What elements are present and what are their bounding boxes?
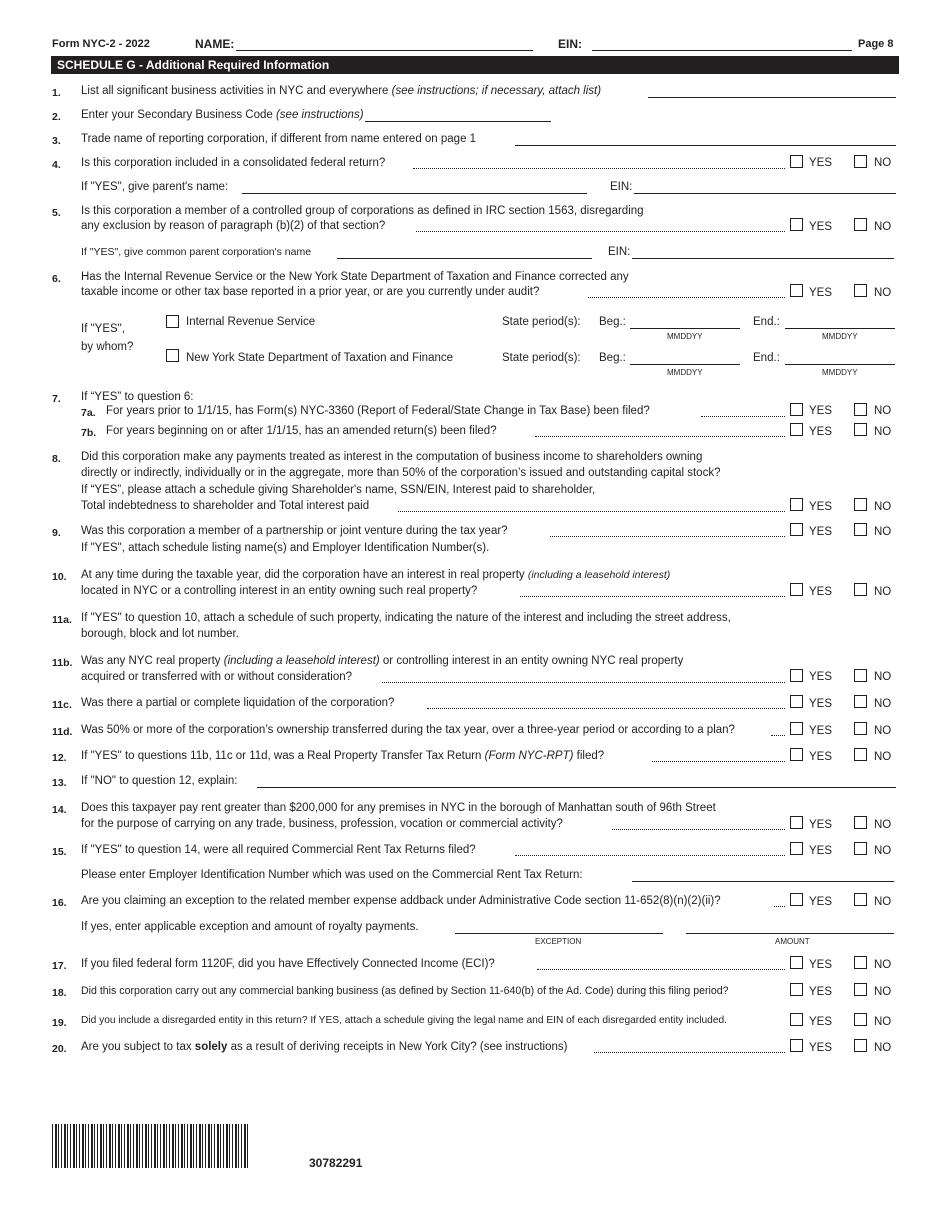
- q12-text: If "YES" to questions 11b, 11c or 11d, was a Real Property Transfer Tax Return (Form NYC-RPT) filed?: [81, 750, 605, 762]
- q7b-no-checkbox[interactable]: [854, 423, 867, 436]
- q5-parent-label: If "YES", give common parent corporation's name: [81, 246, 312, 258]
- q8-line3: If “YES”, please attach a schedule giving Shareholder's name, SSN/EIN, Interest paid to shareholder,: [81, 484, 596, 496]
- q6-irs-beg-field[interactable]: [630, 328, 740, 329]
- q17-no-checkbox[interactable]: [854, 956, 867, 969]
- q6-number: 6.: [52, 273, 61, 285]
- q3-number: 3.: [52, 135, 61, 147]
- q8-line2: directly or indirectly, individually or in the aggregate, more than 50% of the corporation’s issued and outstanding capital stock?: [81, 467, 721, 479]
- q14-line1: Does this taxpayer pay rent greater than $200,000 for any premises in NYC in the borough of Manhattan south of 96th Street: [81, 802, 716, 814]
- q11b-yes-label: YES: [809, 671, 833, 683]
- q13-text: If "NO" to question 12, explain:: [81, 775, 238, 787]
- q15-ein-label: Please enter Employer Identification Number which was used on the Commercial Rent Tax Return:: [81, 869, 583, 881]
- q17-yes-label: YES: [809, 959, 833, 971]
- q6-irs-checkbox[interactable]: [166, 315, 179, 328]
- q10-no-label: NO: [874, 586, 892, 598]
- q11c-no-checkbox[interactable]: [854, 695, 867, 708]
- q4-no-label: NO: [874, 157, 892, 169]
- q17-number: 17.: [52, 960, 67, 972]
- q6-by-whom-line1: If "YES",: [81, 323, 125, 335]
- q12-no-checkbox[interactable]: [854, 748, 867, 761]
- q16-royalty-label: If yes, enter applicable exception and amount of royalty payments.: [81, 921, 419, 933]
- q10-line1: At any time during the taxable year, did the corporation have an interest in real property (including a leasehold interest): [81, 569, 671, 581]
- q12-number: 12.: [52, 752, 67, 764]
- q11c-number: 11c.: [52, 699, 72, 711]
- name-field[interactable]: [236, 50, 533, 51]
- q19-no-checkbox[interactable]: [854, 1013, 867, 1026]
- q11a-number: 11a.: [52, 614, 72, 626]
- q16-exception-caption: EXCEPTION: [535, 937, 582, 946]
- q12-no-label: NO: [874, 751, 892, 763]
- q6-nys-checkbox[interactable]: [166, 349, 179, 362]
- q14-yes-checkbox[interactable]: [790, 816, 803, 829]
- q9-no-label: NO: [874, 526, 892, 538]
- q5-parent-field[interactable]: [337, 258, 592, 259]
- q8-yes-checkbox[interactable]: [790, 498, 803, 511]
- name-label: NAME:: [195, 37, 235, 51]
- q12-yes-checkbox[interactable]: [790, 748, 803, 761]
- q8-line4: Total indebtedness to shareholder and Total interest paid: [81, 500, 370, 512]
- q10-yes-label: YES: [809, 586, 833, 598]
- q6-nys-end-label: End.:: [753, 352, 780, 364]
- q6-irs-label: Internal Revenue Service: [186, 316, 316, 328]
- q10-line2: located in NYC or a controlling interest in an entity owning such real property?: [81, 585, 478, 597]
- q15-yes-label: YES: [809, 845, 833, 857]
- q14-number: 14.: [52, 804, 67, 816]
- q11b-number: 11b.: [52, 657, 73, 669]
- q7-text: If “YES” to question 6:: [81, 391, 194, 403]
- q18-yes-label: YES: [809, 986, 833, 998]
- q19-yes-label: YES: [809, 1016, 833, 1028]
- q8-number: 8.: [52, 453, 61, 465]
- q7-number: 7.: [52, 393, 61, 405]
- q15-no-label: NO: [874, 845, 892, 857]
- q11b-yes-checkbox[interactable]: [790, 669, 803, 682]
- q7b-yes-label: YES: [809, 426, 833, 438]
- q14-line2: for the purpose of carrying on any trade, business, profession, vocation or commercial activity?: [81, 818, 563, 830]
- schedule-title: SCHEDULE G - Additional Required Information: [51, 56, 899, 74]
- q6-yes-label: YES: [809, 287, 833, 299]
- q7a-no-label: NO: [874, 405, 892, 417]
- q1-number: 1.: [52, 87, 61, 99]
- q11b-line1: Was any NYC real property (including a leasehold interest) or controlling interest in an entity owning NYC real property: [81, 655, 684, 667]
- q20-text: Are you subject to tax solely as a result of deriving receipts in New York City? (see instructions): [81, 1041, 568, 1053]
- q11d-number: 11d.: [52, 726, 73, 738]
- q14-yes-label: YES: [809, 819, 833, 831]
- q11c-text: Was there a partial or complete liquidation of the corporation?: [81, 697, 395, 709]
- q11c-yes-checkbox[interactable]: [790, 695, 803, 708]
- ein-field[interactable]: [592, 50, 852, 51]
- q7a-text: For years prior to 1/1/15, has Form(s) NYC-3360 (Report of Federal/State Change in Tax Base) been filed?: [106, 405, 650, 417]
- q11d-no-checkbox[interactable]: [854, 722, 867, 735]
- q18-text: Did this corporation carry out any commercial banking business (as defined by Section 11-640(b) of the Ad. Code) during this filing period?: [81, 985, 729, 997]
- q16-no-checkbox[interactable]: [854, 893, 867, 906]
- q18-number: 18.: [52, 987, 67, 999]
- q4-yes-checkbox[interactable]: [790, 155, 803, 168]
- q4-ein-field[interactable]: [634, 193, 896, 194]
- q6-by-whom-line2: by whom?: [81, 341, 134, 353]
- q6-no-label: NO: [874, 287, 892, 299]
- q11d-text: Was 50% or more of the corporation’s ownership transferred during the tax year, over a three-year period or according to a plan?: [81, 724, 735, 736]
- q8-yes-label: YES: [809, 501, 833, 513]
- q11b-no-label: NO: [874, 671, 892, 683]
- q4-no-checkbox[interactable]: [854, 155, 867, 168]
- q11c-yes-label: YES: [809, 698, 833, 710]
- q6-irs-end-format: MMDDYY: [822, 332, 858, 341]
- ein-label: EIN:: [558, 37, 582, 51]
- q16-yes-label: YES: [809, 896, 833, 908]
- q14-no-checkbox[interactable]: [854, 816, 867, 829]
- q15-text: If "YES" to question 14, were all required Commercial Rent Tax Returns filed?: [81, 844, 476, 856]
- q6-nys-beg-format: MMDDYY: [667, 368, 703, 377]
- q9-no-checkbox[interactable]: [854, 523, 867, 536]
- q3-answer-field[interactable]: [515, 145, 896, 146]
- q12-yes-label: YES: [809, 751, 833, 763]
- q6-no-checkbox[interactable]: [854, 284, 867, 297]
- q11b-no-checkbox[interactable]: [854, 669, 867, 682]
- q8-no-checkbox[interactable]: [854, 498, 867, 511]
- q6-nys-beg-field[interactable]: [630, 364, 740, 365]
- q16-text: Are you claiming an exception to the related member expense addback under Administrative Code section 11-652(8)(n)(2)(ii)?: [81, 895, 721, 907]
- q10-yes-checkbox[interactable]: [790, 583, 803, 596]
- q13-explain-field[interactable]: [257, 787, 896, 788]
- q7b-no-label: NO: [874, 426, 892, 438]
- q15-number: 15.: [52, 846, 67, 858]
- q10-number: 10.: [52, 571, 67, 583]
- q16-exception-field[interactable]: [455, 933, 663, 934]
- q6-irs-end-label: End.:: [753, 316, 780, 328]
- q4-ein-label: EIN:: [610, 181, 633, 193]
- q6-line1: Has the Internal Revenue Service or the New York State Department of Taxation and Finance corrected any: [81, 271, 629, 283]
- q9-yes-checkbox[interactable]: [790, 523, 803, 536]
- q15-yes-checkbox[interactable]: [790, 842, 803, 855]
- q16-yes-checkbox[interactable]: [790, 893, 803, 906]
- q15-ein-field[interactable]: [632, 881, 894, 882]
- q6-nys-end-field[interactable]: [785, 364, 895, 365]
- q1-answer-field[interactable]: [648, 97, 896, 98]
- q11d-yes-label: YES: [809, 725, 833, 737]
- q6-irs-state-period: State period(s):: [502, 316, 581, 328]
- q1-text: List all significant business activities in NYC and everywhere (see instructions; if necessary, attach list): [81, 85, 602, 97]
- form-code: 30782291: [309, 1156, 363, 1170]
- q7b-yes-checkbox[interactable]: [790, 423, 803, 436]
- q11a-line2: borough, block and lot number.: [81, 628, 239, 640]
- barcode: [52, 1124, 248, 1168]
- q6-irs-end-field[interactable]: [785, 328, 895, 329]
- q6-nys-state-period: State period(s):: [502, 352, 581, 364]
- q6-nys-end-format: MMDDYY: [822, 368, 858, 377]
- q9-number: 9.: [52, 527, 61, 539]
- q6-yes-checkbox[interactable]: [790, 284, 803, 297]
- q11c-no-label: NO: [874, 698, 892, 710]
- q10-no-checkbox[interactable]: [854, 583, 867, 596]
- q3-text: Trade name of reporting corporation, if different from name entered on page 1: [81, 133, 477, 145]
- q8-no-label: NO: [874, 501, 892, 513]
- q20-no-label: NO: [874, 1042, 892, 1054]
- q7a-yes-checkbox[interactable]: [790, 403, 803, 416]
- q16-amount-caption: AMOUNT: [775, 937, 810, 946]
- q2-answer-field[interactable]: [365, 121, 551, 122]
- q19-text: Did you include a disregarded entity in this return? If YES, attach a schedule giving the legal name and EIN of each disregarded entity included.: [81, 1015, 727, 1026]
- q19-yes-checkbox[interactable]: [790, 1013, 803, 1026]
- q5-yes-checkbox[interactable]: [790, 218, 803, 231]
- q7b-number: 7b.: [81, 427, 97, 439]
- q6-irs-beg-label: Beg.:: [599, 316, 626, 328]
- q4-parent-label: If "YES", give parent's name:: [81, 181, 229, 193]
- q17-yes-checkbox[interactable]: [790, 956, 803, 969]
- q16-amount-field[interactable]: [686, 933, 894, 934]
- q17-no-label: NO: [874, 959, 892, 971]
- q18-yes-checkbox[interactable]: [790, 983, 803, 996]
- page-number: Page 8: [858, 38, 894, 50]
- q9-line1: Was this corporation a member of a partnership or joint venture during the tax year?: [81, 525, 508, 537]
- q11b-line2: acquired or transferred with or without consideration?: [81, 671, 353, 683]
- q7b-text: For years beginning on or after 1/1/15, has an amended return(s) been filed?: [106, 425, 497, 437]
- form-id: Form NYC-2 - 2022: [52, 38, 150, 50]
- q5-ein-label: EIN:: [608, 246, 631, 258]
- q4-yes-label: YES: [809, 157, 833, 169]
- q18-no-label: NO: [874, 986, 892, 998]
- q15-no-checkbox[interactable]: [854, 842, 867, 855]
- q2-text: Enter your Secondary Business Code (see instructions): [81, 109, 364, 121]
- q11d-no-label: NO: [874, 725, 892, 737]
- q19-no-label: NO: [874, 1016, 892, 1028]
- q19-number: 19.: [52, 1017, 67, 1029]
- q11a-line1: If "YES" to question 10, attach a schedule of such property, indicating the nature of the interest and including the street address,: [81, 612, 731, 624]
- q20-number: 20.: [52, 1043, 67, 1055]
- q18-no-checkbox[interactable]: [854, 983, 867, 996]
- q17-text: If you filed federal form 1120F, did you have Effectively Connected Income (ECI)?: [81, 958, 495, 970]
- q9-line2: If "YES", attach schedule listing name(s) and Employer Identification Number(s).: [81, 542, 490, 554]
- q20-no-checkbox[interactable]: [854, 1039, 867, 1052]
- q16-number: 16.: [52, 897, 67, 909]
- q6-irs-beg-format: MMDDYY: [667, 332, 703, 341]
- q20-yes-label: YES: [809, 1042, 833, 1054]
- q6-line2: taxable income or other tax base reported in a prior year, or are you currently under audit?: [81, 286, 540, 298]
- q6-nys-label: New York State Department of Taxation and Finance: [186, 352, 454, 364]
- q5-number: 5.: [52, 207, 61, 219]
- q4-parent-field[interactable]: [242, 193, 587, 194]
- q5-ein-field[interactable]: [632, 258, 894, 259]
- q8-line1: Did this corporation make any payments treated as interest in the computation of business income to shareholders owning: [81, 451, 703, 463]
- q4-text: Is this corporation included in a consolidated federal return?: [81, 157, 386, 169]
- q5-yes-label: YES: [809, 221, 833, 233]
- q5-line2: any exclusion by reason of paragraph (b)(2) of that section?: [81, 220, 386, 232]
- q7a-number: 7a.: [81, 407, 96, 419]
- q11d-yes-checkbox[interactable]: [790, 722, 803, 735]
- q14-no-label: NO: [874, 819, 892, 831]
- q5-line1: Is this corporation a member of a controlled group of corporations as defined in IRC section 1563, disregarding: [81, 205, 644, 217]
- q20-yes-checkbox[interactable]: [790, 1039, 803, 1052]
- q5-no-checkbox[interactable]: [854, 218, 867, 231]
- q7a-yes-label: YES: [809, 405, 833, 417]
- q6-nys-beg-label: Beg.:: [599, 352, 626, 364]
- q13-number: 13.: [52, 777, 67, 789]
- q4-number: 4.: [52, 159, 61, 171]
- q2-number: 2.: [52, 111, 61, 123]
- q16-no-label: NO: [874, 896, 892, 908]
- q5-no-label: NO: [874, 221, 892, 233]
- q7a-no-checkbox[interactable]: [854, 403, 867, 416]
- q9-yes-label: YES: [809, 526, 833, 538]
